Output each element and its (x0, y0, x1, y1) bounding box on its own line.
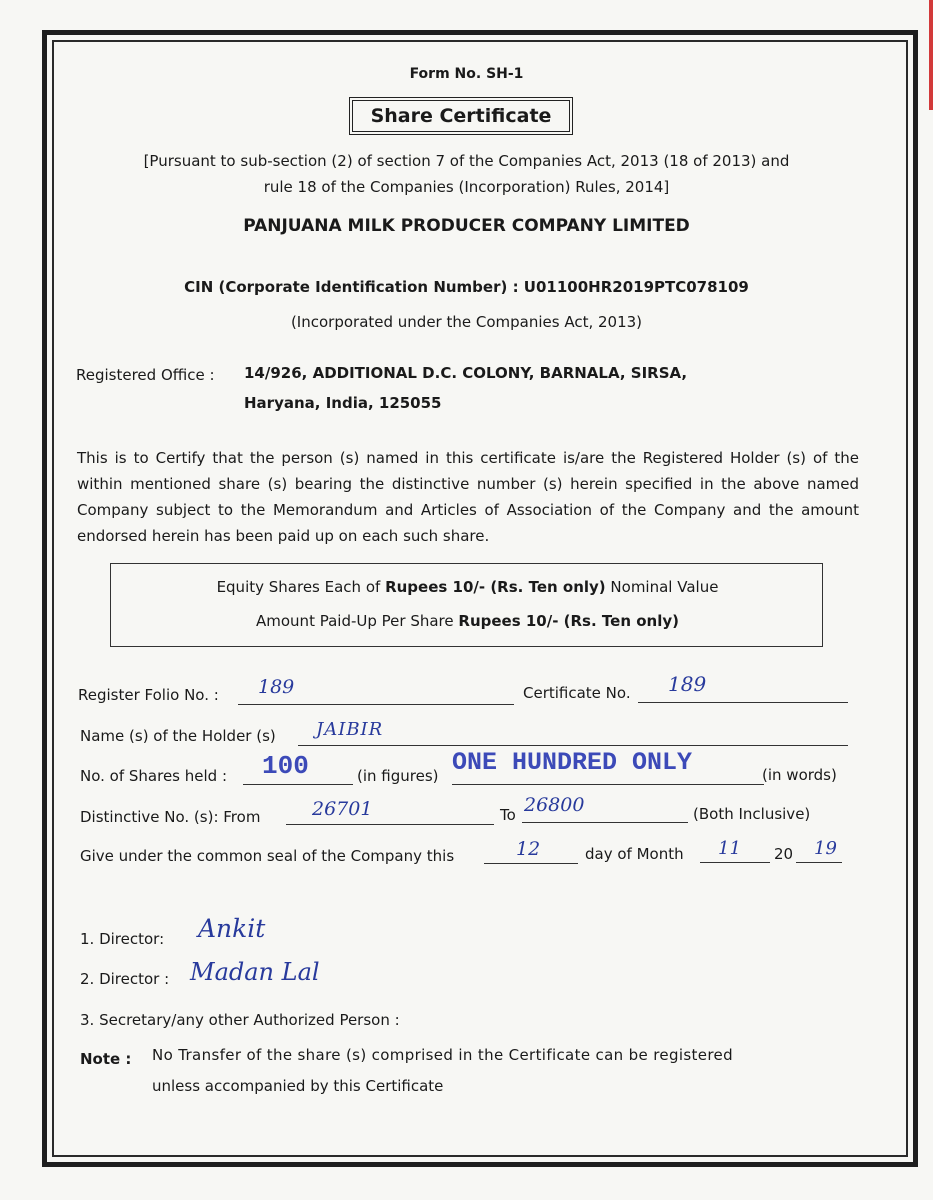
director-2-signature: Madan Lal (190, 958, 320, 986)
day-value: 12 (516, 838, 541, 860)
director-1-label: 1. Director: (80, 930, 165, 948)
director-1-signature: Ankit (198, 914, 266, 943)
shares-figures-line (243, 784, 353, 785)
registered-office-line-1: 14/926, ADDITIONAL D.C. COLONY, BARNALA, SIRSA, (244, 364, 688, 382)
holder-label: Name (s) of the Holder (s) (80, 727, 276, 745)
form-number: Form No. SH-1 (409, 66, 524, 82)
folio-value: 189 (258, 676, 295, 698)
nominal-value-line (111, 578, 824, 596)
distinctive-from-value: 26701 (312, 798, 373, 820)
nominal-value-prefix: Equity Shares Each of (216, 578, 386, 596)
nominal-value-amount: Rupees 10/- (Rs. Ten only) (385, 578, 606, 596)
paid-up-line (111, 612, 824, 630)
distinctive-to-value: 26800 (524, 794, 585, 816)
folio-label: Register Folio No. : (78, 686, 219, 704)
shares-words-line (452, 784, 764, 785)
certificate-no-line (638, 702, 848, 703)
note-label: Note : (80, 1050, 132, 1068)
company-name: PANJUANA MILK PRODUCER COMPANY LIMITED (243, 216, 690, 236)
holder-value: JAIBIR (316, 719, 384, 740)
folio-line (238, 704, 514, 705)
page-edge-mark (929, 0, 933, 110)
cin-number: CIN (Corporate Identification Number) : U01100HR2019PTC078109 (184, 278, 749, 296)
common-seal-label: Give under the common seal of the Company this (80, 847, 455, 865)
distinctive-to-line (522, 822, 688, 823)
pursuant-line-1: [Pursuant to sub-section (2) of section 7 of the Companies Act, 2013 (18 of 2013) and (143, 152, 790, 170)
certificate-no-label: Certificate No. (523, 684, 631, 702)
in-words-label: (in words) (762, 766, 837, 784)
certification-paragraph: This is to Certify that the person (s) named in this certificate is/are the Registered Holder (s) of the within mentioned share (s) bearing the distinctive number (s) herein specified in the above named Company subject to the Memorandum and Articles of Association of the Company and the amount endorsed herein has been paid up on each such share. (77, 449, 859, 545)
certificate-title: Share Certificate (352, 100, 570, 132)
pursuant-line-2: rule 18 of the Companies (Incorporation) Rules, 2014] (263, 178, 670, 196)
certificate-no-value: 189 (668, 672, 707, 696)
share-value-box (110, 563, 823, 647)
holder-line (298, 745, 848, 746)
director-2-label: 2. Director : (80, 970, 170, 988)
shares-figures-value: 100 (262, 751, 309, 781)
in-figures-label: (in figures) (357, 767, 439, 785)
registered-office-line-2: Haryana, India, 125055 (244, 394, 442, 412)
month-line (700, 862, 770, 863)
note-line-2: unless accompanied by this Certificate (152, 1077, 444, 1095)
year-prefix: 20 (774, 845, 794, 863)
note-line-1: No Transfer of the share (s) comprised in the Certificate can be registered (152, 1046, 733, 1064)
paid-up-amount: Rupees 10/- (Rs. Ten only) (458, 612, 679, 630)
month-value: 11 (718, 838, 741, 859)
distinctive-from-line (286, 824, 494, 825)
distinctive-from-label: Distinctive No. (s): From (80, 808, 261, 826)
distinctive-to-label: To (500, 806, 516, 824)
both-inclusive-label: (Both Inclusive) (693, 805, 811, 823)
day-line (484, 863, 578, 864)
paid-up-prefix: Amount Paid-Up Per Share (256, 612, 459, 630)
year-value: 19 (814, 838, 837, 859)
nominal-value-suffix: Nominal Value (605, 578, 719, 596)
registered-office-label: Registered Office : (76, 366, 215, 384)
incorporated-note: (Incorporated under the Companies Act, 2013) (290, 313, 643, 331)
shares-words-value: ONE HUNDRED ONLY (452, 748, 693, 777)
secretary-label: 3. Secretary/any other Authorized Person : (80, 1011, 400, 1029)
day-of-month-label: day of Month (585, 845, 684, 863)
year-line (796, 862, 842, 863)
shares-held-label: No. of Shares held : (80, 767, 228, 785)
